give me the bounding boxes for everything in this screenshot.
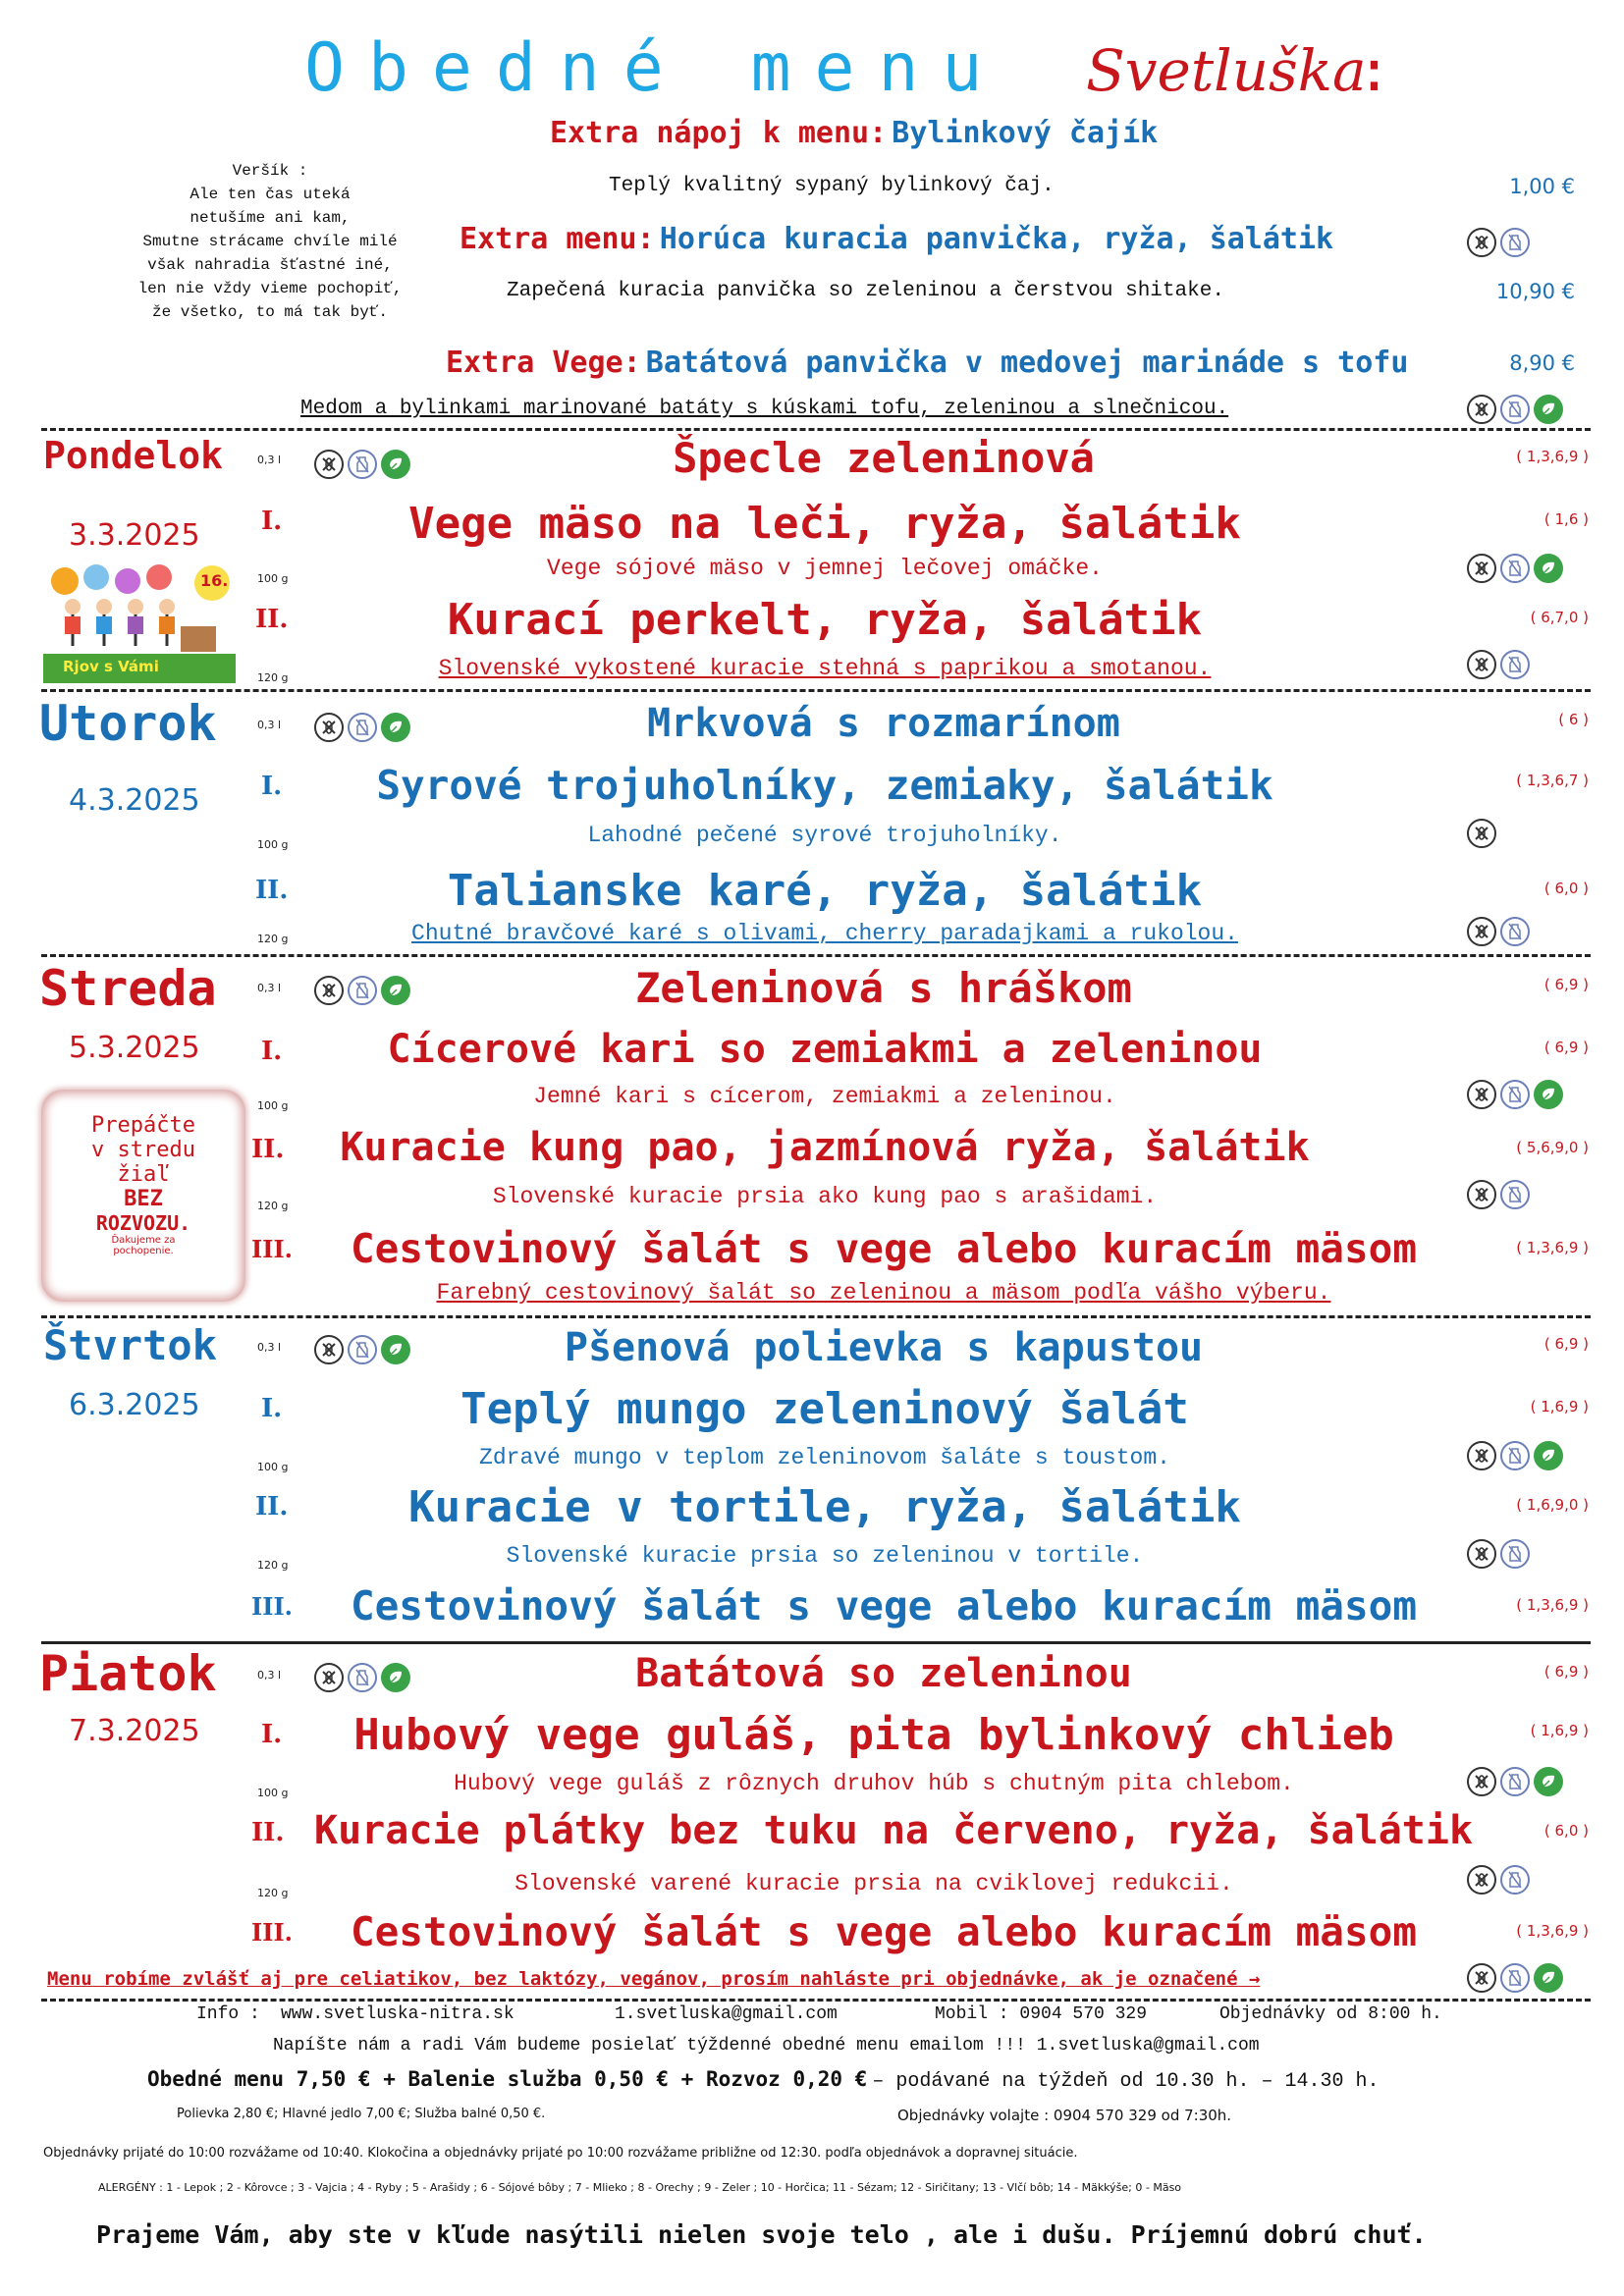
- dish-diet-icons: [1467, 1180, 1530, 1209]
- lactose-free-icon: [1500, 1767, 1530, 1796]
- day-date: 3.3.2025: [69, 518, 200, 553]
- soup-name: Zeleninová s hráškom: [635, 964, 1132, 1012]
- dish-number: I.: [261, 1720, 283, 1749]
- extra-drink-desc: Teplý kvalitný sypaný bylinkový čaj.: [609, 175, 1055, 197]
- dish-allergens: ( 6,9 ): [1543, 1039, 1589, 1056]
- price-line-rest: – podávané na týždeň od 10.30 h. – 14.30 h.: [872, 2070, 1380, 2093]
- dish-description: Slovenské varené kuracie prsia na cviklovej redukcii.: [514, 1871, 1233, 1896]
- verse-line: netušíme ani kam,: [189, 209, 351, 227]
- dish-name: Talianske karé, ryža, šalátik: [447, 866, 1203, 916]
- dish-name: Cestovinový šalát s vege alebo kuracím mäsom: [350, 1908, 1418, 1955]
- lactose-free-icon: [1500, 650, 1530, 679]
- day-name: Streda: [39, 960, 217, 1017]
- extra-drink-label: Extra nápoj k menu:: [550, 116, 888, 150]
- lactose-free-icon: [1500, 1080, 1530, 1109]
- dish-description: Zdravé mungo v teplom zeleninovom šaláte s toustom.: [479, 1445, 1170, 1470]
- lactose-free-icon: [1500, 554, 1530, 583]
- dish-number: I.: [261, 1037, 283, 1066]
- kids-drawing-image: [43, 563, 236, 683]
- footer-diet-icons: [1467, 1963, 1563, 1993]
- gluten-free-icon: [1467, 1963, 1496, 1993]
- email-link[interactable]: 1.svetluska@gmail.com: [615, 2004, 838, 2024]
- soup-volume: 0,3 l: [257, 719, 282, 731]
- dish-weight: 120 g: [257, 933, 289, 945]
- dish-name: Syrové trojuholníky, zemiaky, šalátik: [376, 762, 1273, 809]
- dish-allergens: ( 1,6,9 ): [1530, 1722, 1589, 1739]
- gluten-free-icon: [1467, 1767, 1496, 1796]
- dish-description: Vege sójové mäso v jemnej lečovej omáčke.: [547, 556, 1103, 581]
- dish-weight: 120 g: [257, 1887, 289, 1899]
- dish-weight: 120 g: [257, 1559, 289, 1572]
- lactose-free-icon: [348, 450, 377, 479]
- gluten-free-icon: [1467, 554, 1496, 583]
- soup-allergens: ( 6,9 ): [1543, 1335, 1589, 1353]
- extra-drink-name: Bylinkový čajík: [892, 116, 1159, 150]
- verse-line: len nie vždy vieme pochopiť,: [137, 280, 403, 297]
- soup-volume: 0,3 l: [257, 1669, 282, 1682]
- extra-menu-desc: Zapečená kuracia panvička so zeleninou a čerstvou shitake.: [507, 280, 1224, 302]
- verse-block: [128, 159, 412, 324]
- extra-menu-label: Extra menu:: [460, 222, 655, 256]
- lactose-free-icon: [348, 976, 377, 1005]
- mobile-number: Mobil : 0904 570 329: [935, 2004, 1148, 2024]
- lactose-free-icon: [1500, 1441, 1530, 1470]
- call-note: Objednávky volajte : 0904 570 329 od 7:30h.: [897, 2107, 1232, 2124]
- extra-menu-name: Horúca kuracia panvička, ryža, šalátik: [659, 222, 1334, 256]
- dish-diet-icons: [1467, 1539, 1530, 1569]
- title-colon: :: [1357, 37, 1391, 104]
- dish-number: I.: [261, 772, 283, 801]
- dish-number: II.: [255, 876, 289, 905]
- dish-name: Cestovinový šalát s vege alebo kuracím mäsom: [350, 1582, 1418, 1629]
- notice-line: BEZ: [124, 1187, 163, 1211]
- gluten-free-icon: [1467, 650, 1496, 679]
- dish-number: III.: [251, 1235, 294, 1263]
- separator: [41, 1315, 1591, 1318]
- separator: [41, 1999, 1591, 2002]
- dish-weight: 120 g: [257, 671, 289, 684]
- dish-number: I.: [261, 507, 283, 536]
- separator: [41, 689, 1591, 692]
- dish-description: Slovenské vykostené kuracie stehná s paprikou a smotanou.: [438, 656, 1212, 681]
- notice-line: pochopenie.: [113, 1246, 174, 1256]
- newsletter-note: Napíšte nám a radi Vám budeme posielať týždenné obedné menu emailom !!! 1.svetluska@gmail.com: [273, 2036, 1260, 2056]
- dish-description: Chutné bravčové karé s olivami, cherry paradajkami a rukolou.: [411, 921, 1238, 946]
- verse-line: Smutne strácame chvíle milé: [142, 233, 398, 250]
- lactose-free-icon: [1500, 917, 1530, 946]
- gluten-free-icon: [314, 450, 344, 479]
- day-name: Piatok: [39, 1645, 217, 1702]
- soup-name: Batátová so zeleninou: [635, 1651, 1132, 1696]
- dish-allergens: ( 1,6,9 ): [1530, 1398, 1589, 1415]
- dish-name: Teplý mungo zeleninový šalát: [460, 1384, 1189, 1434]
- dish-description: Farebný cestovinový šalát so zeleninou a mäsom podľa vášho výberu.: [436, 1280, 1331, 1306]
- dish-weight: 100 g: [257, 1099, 289, 1112]
- dish-number: II.: [255, 1492, 289, 1522]
- notice-line: Prepáčte: [91, 1113, 195, 1138]
- dish-weight: 100 g: [257, 572, 289, 585]
- dish-description: Jemné kari s cícerom, zemiakmi a zeleninou.: [533, 1084, 1116, 1109]
- kids-sign: Rjov s Vámi: [63, 658, 159, 675]
- verse-title: Veršík :: [232, 162, 308, 180]
- day-date: 6.3.2025: [69, 1388, 200, 1422]
- day-date: 5.3.2025: [69, 1031, 200, 1065]
- brand-name: Svetluška: [1086, 37, 1367, 104]
- gluten-free-icon: [1467, 1865, 1496, 1895]
- dish-description: Slovenské kuracie prsia so zeleninou v tortile.: [506, 1543, 1144, 1569]
- dish-description: Lahodné pečené syrové trojuholníky.: [587, 823, 1062, 848]
- dish-number: III.: [251, 1592, 294, 1621]
- dish-allergens: ( 1,3,6,9 ): [1516, 1239, 1589, 1256]
- verse-line: však nahradia šťastné iné,: [147, 256, 393, 274]
- lactose-free-icon: [1500, 1539, 1530, 1569]
- gluten-free-icon: [1467, 1080, 1496, 1109]
- dish-weight: 120 g: [257, 1200, 289, 1212]
- extra-vege-row: [446, 346, 1408, 380]
- dish-description: Slovenské kuracie prsia ako kung pao s arašidami.: [492, 1184, 1158, 1209]
- gluten-free-icon: [1467, 819, 1496, 848]
- separator: [41, 428, 1591, 431]
- dish-number: I.: [261, 1394, 283, 1423]
- day-name: Utorok: [39, 695, 217, 752]
- dish-allergens: ( 1,6 ): [1543, 510, 1589, 528]
- gluten-free-icon: [1467, 1539, 1496, 1569]
- price-line-bold: Obedné menu 7,50 € + Balenie služba 0,50 € + Rozvoz 0,20 €: [147, 2067, 868, 2091]
- notice-line: Ďakujeme za: [111, 1235, 176, 1246]
- dish-number: II.: [251, 1818, 285, 1847]
- vegan-leaf-icon: [1534, 395, 1563, 424]
- closing-message: Prajeme Vám, aby ste v kľude nasýtili nielen svoje telo , ale i dušu. Príjemnú dobrú chuť.: [96, 2220, 1427, 2249]
- lactose-free-icon: [348, 1663, 377, 1692]
- separator: [41, 1641, 1591, 1644]
- vegan-leaf-icon: [1534, 554, 1563, 583]
- vegan-leaf-icon: [1534, 1767, 1563, 1796]
- dish-name: Kuracie v tortile, ryža, šalátik: [408, 1482, 1241, 1532]
- soup-allergens: ( 1,3,6,9 ): [1516, 448, 1589, 465]
- dish-weight: 100 g: [257, 1787, 289, 1799]
- gluten-free-icon: [1467, 917, 1496, 946]
- page-title: Obedné menu: [304, 29, 1006, 107]
- website-link[interactable]: www.svetluska-nitra.sk: [281, 2004, 514, 2024]
- vegan-leaf-icon: [1534, 1963, 1563, 1993]
- extra-drink-row: [550, 116, 1158, 150]
- info-label: Info :: [196, 2004, 260, 2024]
- dish-allergens: ( 6,0 ): [1543, 1822, 1589, 1840]
- dish-diet-icons: [1467, 1441, 1563, 1470]
- day-date: 4.3.2025: [69, 783, 200, 818]
- extra-vege-diet-icons: [1467, 395, 1563, 424]
- dish-diet-icons: [1467, 917, 1530, 946]
- dish-allergens: ( 1,6,9,0 ): [1516, 1496, 1589, 1514]
- extra-drink-price: 1,00 €: [1509, 175, 1575, 198]
- gluten-free-icon: [314, 976, 344, 1005]
- soup-volume: 0,3 l: [257, 1341, 282, 1354]
- soup-allergens: ( 6,9 ): [1543, 976, 1589, 993]
- delivery-note: Objednávky prijaté do 10:00 rozvážame od 10:40. Klokočina a objednávky prijaté po 10:00 rozvážame približne od 12:30. podľa objednávok a dopravnej situácie.: [43, 2146, 1078, 2161]
- dish-allergens: ( 5,6,9,0 ): [1516, 1139, 1589, 1156]
- dish-name: Cestovinový šalát s vege alebo kuracím mäsom: [350, 1225, 1418, 1272]
- dish-allergens: ( 6,0 ): [1543, 880, 1589, 897]
- dish-diet-icons: [1467, 1767, 1563, 1796]
- no-delivery-notice: [41, 1090, 245, 1302]
- lactose-free-icon: [1500, 1180, 1530, 1209]
- gluten-free-icon: [1467, 228, 1496, 257]
- lactose-free-icon: [1500, 1963, 1530, 1993]
- kids-badge: 16.: [200, 571, 229, 590]
- soup-volume: 0,3 l: [257, 982, 282, 994]
- gluten-free-icon: [1467, 1180, 1496, 1209]
- dish-name: Kuracie kung pao, jazmínová ryža, šalátik: [340, 1125, 1310, 1170]
- extra-menu-row: [460, 222, 1333, 256]
- gluten-free-icon: [1467, 395, 1496, 424]
- dish-diet-icons: [1467, 650, 1530, 679]
- notice-line: žiaľ: [117, 1162, 170, 1187]
- separator: [41, 954, 1591, 957]
- lactose-free-icon: [1500, 228, 1530, 257]
- dish-number: II.: [255, 605, 289, 634]
- dish-allergens: ( 6,7,0 ): [1530, 609, 1589, 626]
- extra-vege-label: Extra Vege:: [446, 346, 641, 380]
- extra-vege-desc: Medom a bylinkami marinované batáty s kúskami tofu, zeleninou a slnečnicou.: [300, 398, 1229, 420]
- extra-vege-price: 8,90 €: [1509, 351, 1575, 375]
- diet-note: Menu robíme zvlášť aj pre celiatikov, bez laktózy, vegánov, prosím nahláste pri objednávke, ak je označené →: [47, 1968, 1261, 1990]
- price-line: [147, 2067, 1380, 2093]
- price-detail: Polievka 2,80 €; Hlavné jedlo 7,00 €; Služba balné 0,50 €.: [177, 2107, 546, 2121]
- dish-number: II.: [251, 1135, 285, 1164]
- verse-line: že všetko, to má tak byť.: [151, 303, 389, 321]
- lactose-free-icon: [348, 713, 377, 742]
- dish-name: Cícerové kari so zemiakmi a zeleninou: [387, 1027, 1263, 1072]
- dish-allergens: ( 1,3,6,7 ): [1516, 772, 1589, 789]
- dish-description: Hubový vege guláš z rôznych druhov húb s chutným pita chlebom.: [454, 1771, 1294, 1796]
- dish-allergens: ( 1,3,6,9 ): [1516, 1596, 1589, 1614]
- gluten-free-icon: [314, 713, 344, 742]
- dish-name: Kuracie plátky bez tuku na červeno, ryža, šalátik: [314, 1808, 1474, 1853]
- dish-diet-icons: [1467, 554, 1563, 583]
- gluten-free-icon: [314, 1663, 344, 1692]
- dish-diet-icons: [1467, 1080, 1563, 1109]
- lactose-free-icon: [1500, 1865, 1530, 1895]
- extra-menu-diet-icons: [1467, 228, 1530, 257]
- soup-name: Špecle zeleninová: [673, 434, 1095, 482]
- soup-name: Mrkvová s rozmarínom: [647, 701, 1120, 746]
- dish-name: Hubový vege guláš, pita bylinkový chlieb: [353, 1710, 1394, 1760]
- orders-from: Objednávky od 8:00 h.: [1219, 2004, 1442, 2024]
- dish-weight: 100 g: [257, 1461, 289, 1473]
- day-name: Štvrtok: [43, 1321, 218, 1369]
- dish-name: Kurací perkelt, ryža, šalátik: [447, 595, 1203, 645]
- notice-line: ROZVOZU.: [95, 1211, 191, 1235]
- day-date: 7.3.2025: [69, 1714, 200, 1748]
- lactose-free-icon: [348, 1335, 377, 1364]
- dish-name: Vege mäso na leči, ryža, šalátik: [408, 499, 1241, 549]
- dish-allergens: ( 1,3,6,9 ): [1516, 1922, 1589, 1940]
- dish-weight: 100 g: [257, 838, 289, 851]
- dish-diet-icons: [1467, 819, 1496, 848]
- vegan-leaf-icon: [1534, 1080, 1563, 1109]
- gluten-free-icon: [314, 1335, 344, 1364]
- soup-name: Pšenová polievka s kapustou: [564, 1325, 1204, 1370]
- soup-allergens: ( 6 ): [1558, 711, 1589, 728]
- soup-volume: 0,3 l: [257, 454, 282, 466]
- extra-vege-name: Batátová panvička v medovej marináde s tofu: [645, 346, 1409, 380]
- vegan-leaf-icon: [1534, 1441, 1563, 1470]
- notice-line: v stredu: [91, 1138, 195, 1162]
- dish-diet-icons: [1467, 1865, 1530, 1895]
- day-name: Pondelok: [43, 434, 224, 477]
- verse-line: Ale ten čas uteká: [189, 186, 351, 203]
- gluten-free-icon: [1467, 1441, 1496, 1470]
- lactose-free-icon: [1500, 395, 1530, 424]
- extra-menu-price: 10,90 €: [1495, 280, 1575, 303]
- allergens-legend: ALERGÉNY : 1 - Lepok ; 2 - Kôrovce ; 3 - Vajcia ; 4 - Ryby ; 5 - Arašidy ; 6 - Sójové bôby ; 7 - Mlieko ; 8 - Orechy ; 9 - Zeler ; 10 - Horčica; 11 - Sézam; 12 - Siričitany; 13 - Vlčí bôb; 14 - Mäkkýše; 0 - Mäso: [98, 2181, 1182, 2194]
- dish-number: III.: [251, 1918, 294, 1947]
- soup-allergens: ( 6,9 ): [1543, 1663, 1589, 1681]
